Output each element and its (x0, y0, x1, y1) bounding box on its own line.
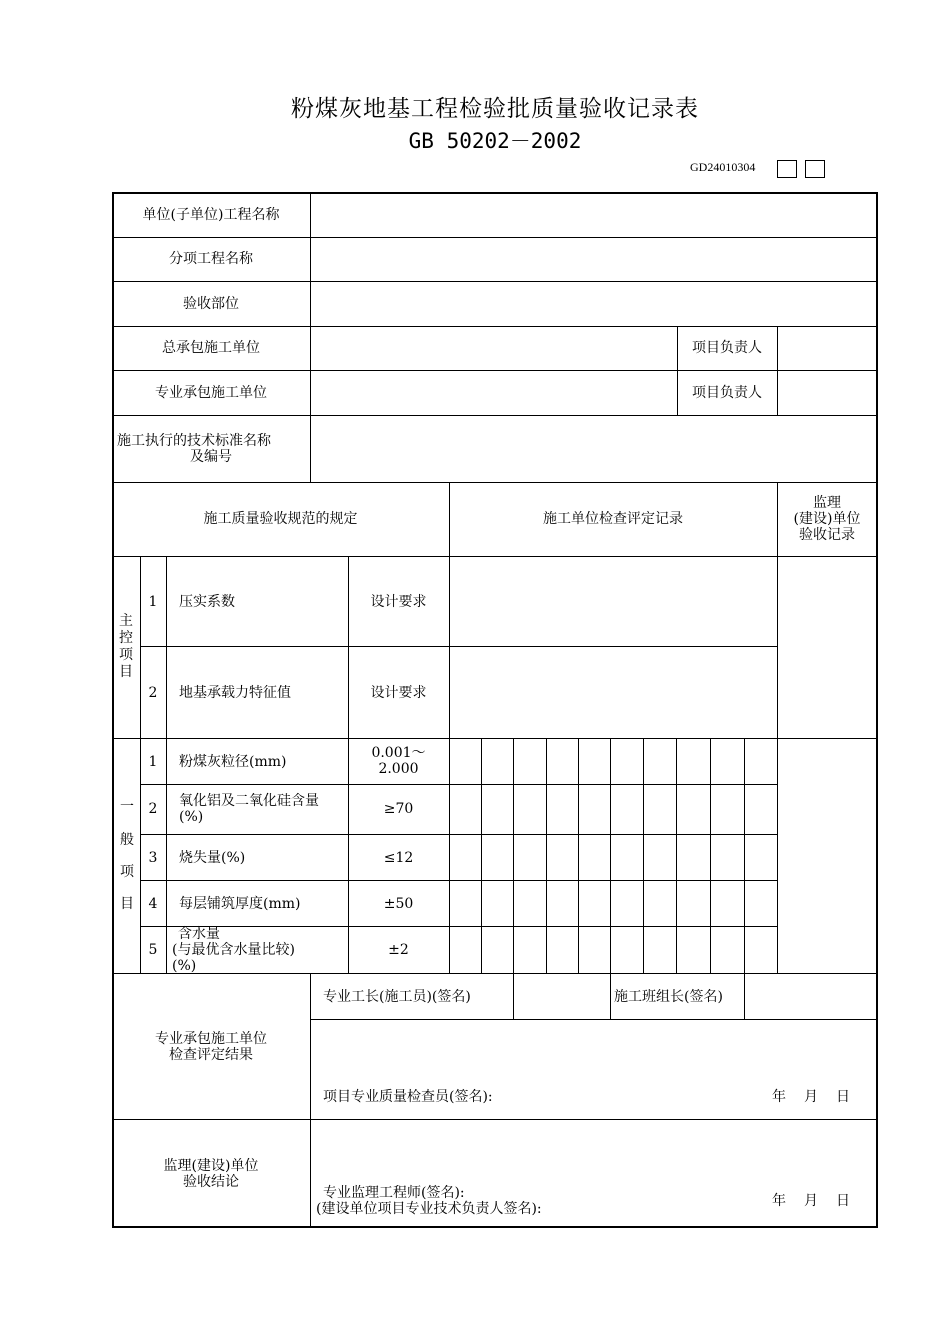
general-item-name: 粉煤灰粒径(mm) (179, 754, 287, 770)
general-item-requirement: ±50 (383, 896, 414, 912)
general-item-name: 烧失量(%) (179, 850, 246, 866)
general-item-name-line2: (%) (179, 809, 204, 825)
main-item-name: 地基承载力特征值 (179, 685, 291, 701)
location-label: 验收部位 (183, 296, 239, 312)
general-item-no: 3 (148, 850, 158, 866)
general-item-requirement: 0.001～ (371, 745, 426, 761)
general-item-no: 2 (148, 801, 158, 817)
main-item-name: 压实系数 (179, 594, 235, 610)
owner-tech-lead-signature-label: (建设单位项目专业技术负责人签名): (316, 1201, 542, 1217)
main-item-no: 2 (148, 685, 158, 701)
standard-number: GB 50202－2002 (408, 129, 582, 153)
supervisor-result-label-line2: 验收结论 (183, 1174, 239, 1190)
standard-label: 施工执行的技术标准名称 (117, 433, 271, 449)
foreman-signature-label: 专业工长(施工员)(签名) (323, 989, 471, 1005)
standard-label-line2: 及编号 (190, 449, 232, 465)
team-leader-signature-label: 施工班组长(签名) (614, 989, 723, 1005)
project-manager-label-2: 项目负责人 (692, 385, 762, 401)
main-item-requirement: 设计要求 (370, 685, 427, 701)
date-year: 年 (772, 1089, 786, 1105)
general-item-name: 每层铺筑厚度(mm) (179, 896, 301, 912)
sub-project-label: 分项工程名称 (169, 251, 253, 267)
general-item-name: 氧化铝及二氧化硅含量 (179, 793, 319, 809)
project-name-label: 单位(子单位)工程名称 (142, 207, 280, 223)
general-item-name: 含水量 (178, 926, 220, 942)
general-item-requirement: ≥70 (383, 801, 414, 817)
general-item-name-line3: (%) (172, 958, 197, 974)
contractor-record-header: 施工单位检查评定记录 (543, 511, 683, 527)
project-manager-label: 项目负责人 (692, 340, 762, 356)
general-item-no: 4 (148, 896, 158, 912)
form-code: GD24010304 (690, 160, 756, 174)
supervisor-header-line1: 监理 (813, 495, 841, 511)
general-contractor-label: 总承包施工单位 (162, 340, 260, 356)
date-year: 年 (772, 1193, 786, 1209)
specialty-contractor-label: 专业承包施工单位 (155, 385, 267, 401)
supervision-engineer-signature-label: 专业监理工程师(签名): (323, 1185, 465, 1201)
supervisor-header-line3: 验收记录 (799, 527, 855, 543)
form-title: 粉煤灰地基工程检验批质量验收记录表 (291, 96, 699, 122)
spec-column-header: 施工质量验收规范的规定 (203, 511, 358, 527)
date-day: 日 (836, 1193, 850, 1209)
contractor-result-label-line2: 检查评定结果 (169, 1047, 253, 1063)
general-item-no: 1 (148, 754, 158, 770)
general-item-requirement: ≤12 (383, 850, 414, 866)
inspector-signature-label: 项目专业质量检查员(签名): (323, 1089, 493, 1105)
date-month: 月 (804, 1193, 818, 1209)
supervisor-header-line2: (建设)单位 (793, 511, 861, 527)
inspection-record-form: 粉煤灰地基工程检验批质量验收记录表 GB 50202－2002 GD24010304 单位(子单位)工程名称 分项工程名称 验收部位 总承包施工单位 项目负责人 专业承包施工单位 项目负责人 施工执行的技术标准名称 及编号 施工质量验收规范的规定 施工单位检查评定记录 监理 (建设)单位 验收记录 主 控 项 目 1 压实系数 设计要求 2 地基承载力特征值 设计要求 一 般 项 目 1 粉煤灰粒径(mm) 0.001～ 2.000 2 氧化铝及二氧化硅含量 (%) ≥70 3 烧失量(%) ≤12 4 每层铺筑厚度(mm) ±50 5 含水量 (与最优含水量比较) (%) ±2 专业承包施工单位 检查评定结果 专业工长(施工员)(签名) 施工班组长(签名) 项目专业质量检查员(签名): 年 月 日 监理(建设)单位 验收结论 专业监理工程师(签名): (建设单位项目专业技术负责人签名): 年 月 日 (0, 0, 950, 1344)
general-item-name-line2: (与最优含水量比较) (172, 942, 295, 958)
code-box-2[interactable] (805, 160, 825, 178)
contractor-result-label: 专业承包施工单位 (155, 1031, 267, 1047)
date-month: 月 (804, 1089, 818, 1105)
main-item-requirement: 设计要求 (370, 594, 427, 610)
general-item-no: 5 (148, 942, 158, 958)
general-item-requirement: ±2 (388, 942, 409, 958)
date-day: 日 (836, 1089, 850, 1105)
general-item-requirement-line2: 2.000 (378, 761, 419, 777)
main-item-no: 1 (148, 594, 158, 610)
code-box-1[interactable] (777, 160, 797, 178)
supervisor-result-label: 监理(建设)单位 (163, 1158, 259, 1174)
